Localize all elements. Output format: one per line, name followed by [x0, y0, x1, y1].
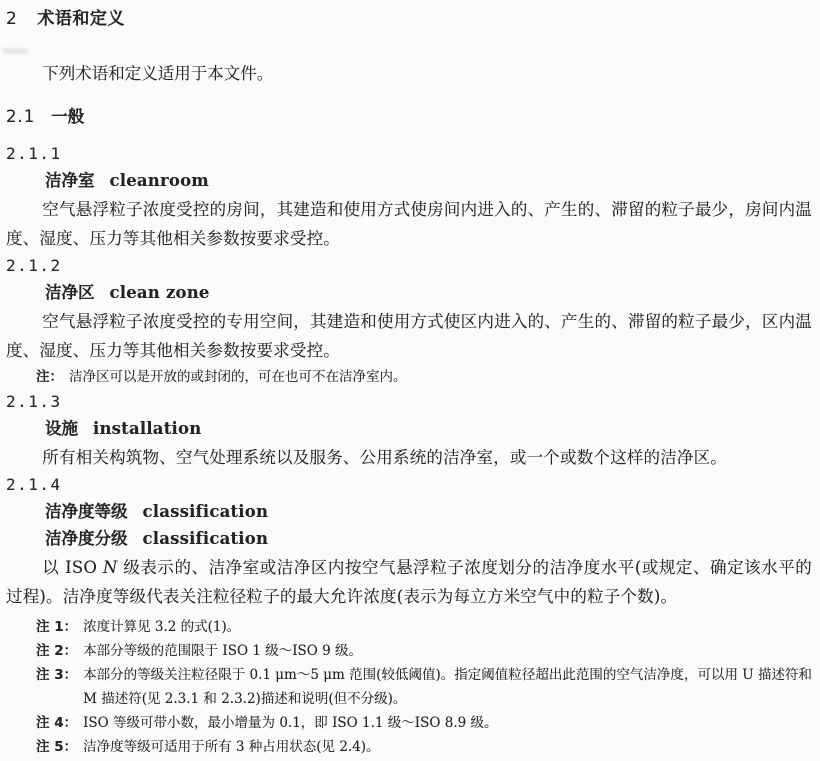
term-line [45, 170, 812, 192]
section-number: 2 [6, 9, 18, 29]
notes-block [6, 615, 812, 759]
term-en: cleanroom [109, 171, 209, 190]
note [36, 615, 812, 639]
scan-artifact [2, 48, 28, 54]
clause-number: 2.1.3 [6, 392, 62, 411]
term-zh: 洁净度分级 [45, 529, 128, 548]
term-line [45, 418, 812, 440]
definition-paragraph [6, 553, 812, 611]
term-en: installation [93, 419, 202, 438]
note-text: 浓度计算见 3.2 的式(1)。 [83, 619, 241, 635]
intro-paragraph: 下列术语和定义适用于本文件。 [42, 64, 274, 83]
note-label: 注 5： [36, 739, 78, 755]
note-text: 洁净度等级可适用于所有 3 种占用状态(见 2.4)。 [83, 739, 380, 755]
subsection-heading [6, 106, 812, 128]
section-title: 术语和定义 [37, 9, 125, 29]
clause-number: 2.1.4 [6, 475, 62, 494]
term-zh: 设施 [45, 419, 78, 438]
term-zh: 洁净室 [45, 171, 95, 190]
term-en: classification [142, 502, 269, 521]
definition-paragraph: 所有相关构筑物、空气处理系统以及服务、公用系统的洁净室，或一个或数个这样的洁净区。 [42, 448, 727, 467]
term-zh: 洁净度等级 [45, 502, 128, 521]
definition-part: 以 ISO [42, 558, 103, 577]
definition-paragraph: 空气悬浮粒子浓度受控的房间，其建造和使用方式使房间内进入的、产生的、滞留的粒子最少，房间内温度、湿度、压力等其他相关参数按要求受控。 [6, 200, 812, 248]
note [36, 711, 812, 735]
term-line [45, 282, 812, 304]
term-line [45, 501, 812, 523]
note [36, 639, 812, 663]
subsection-title: 一般 [51, 107, 85, 126]
note-text: 洁净区可以是开放的或封闭的，可在也可不在洁净室内。 [69, 369, 407, 385]
note-label: 注 3： [36, 667, 78, 683]
iso-class-variable: N [102, 558, 118, 577]
note [36, 735, 812, 759]
term-en: clean zone [109, 283, 210, 302]
term-zh: 洁净区 [45, 283, 95, 302]
note-text: ISO 等级可带小数，最小增量为 0.1，即 ISO 1.1 级～ISO 8.9 级。 [83, 715, 498, 731]
subsection-number: 2.1 [6, 107, 36, 126]
note-label: 注： [36, 369, 63, 385]
term-en: classification [142, 529, 269, 548]
clause-number: 2.1.2 [6, 256, 62, 275]
clause-number: 2.1.1 [6, 144, 62, 163]
note-label: 注 1： [36, 619, 78, 635]
definition-paragraph: 空气悬浮粒子浓度受控的专用空间，其建造和使用方式使区内进入的、产生的、滞留的粒子最少，区内温度、湿度、压力等其他相关参数按要求受控。 [6, 312, 812, 360]
term-line [45, 528, 812, 550]
note-label: 注 2： [36, 643, 78, 659]
section-heading [6, 8, 812, 30]
definition-part: 级表示的、洁净室或洁净区内按空气悬浮粒子浓度划分的洁净度水平(或规定、确定该水平的过程)。洁净度等级代表关注粒径粒子的最大允许浓度(表示为每立方米空气中的粒子个数)。 [6, 558, 812, 606]
note-text: 本部分等级的范围限于 ISO 1 级～ISO 9 级。 [83, 643, 363, 659]
note [36, 365, 812, 389]
note-text: 本部分的等级关注粒径限于 0.1 μm～5 μm 范围(较低阈值)。指定阈值粒径超出此范围的空气洁净度，可以用 U 描述符和 M 描述符(见 2.3.1 和 2.3.2)描述和说明(但不分级)。 [83, 667, 812, 707]
note [36, 663, 812, 711]
note-label: 注 4： [36, 715, 78, 731]
